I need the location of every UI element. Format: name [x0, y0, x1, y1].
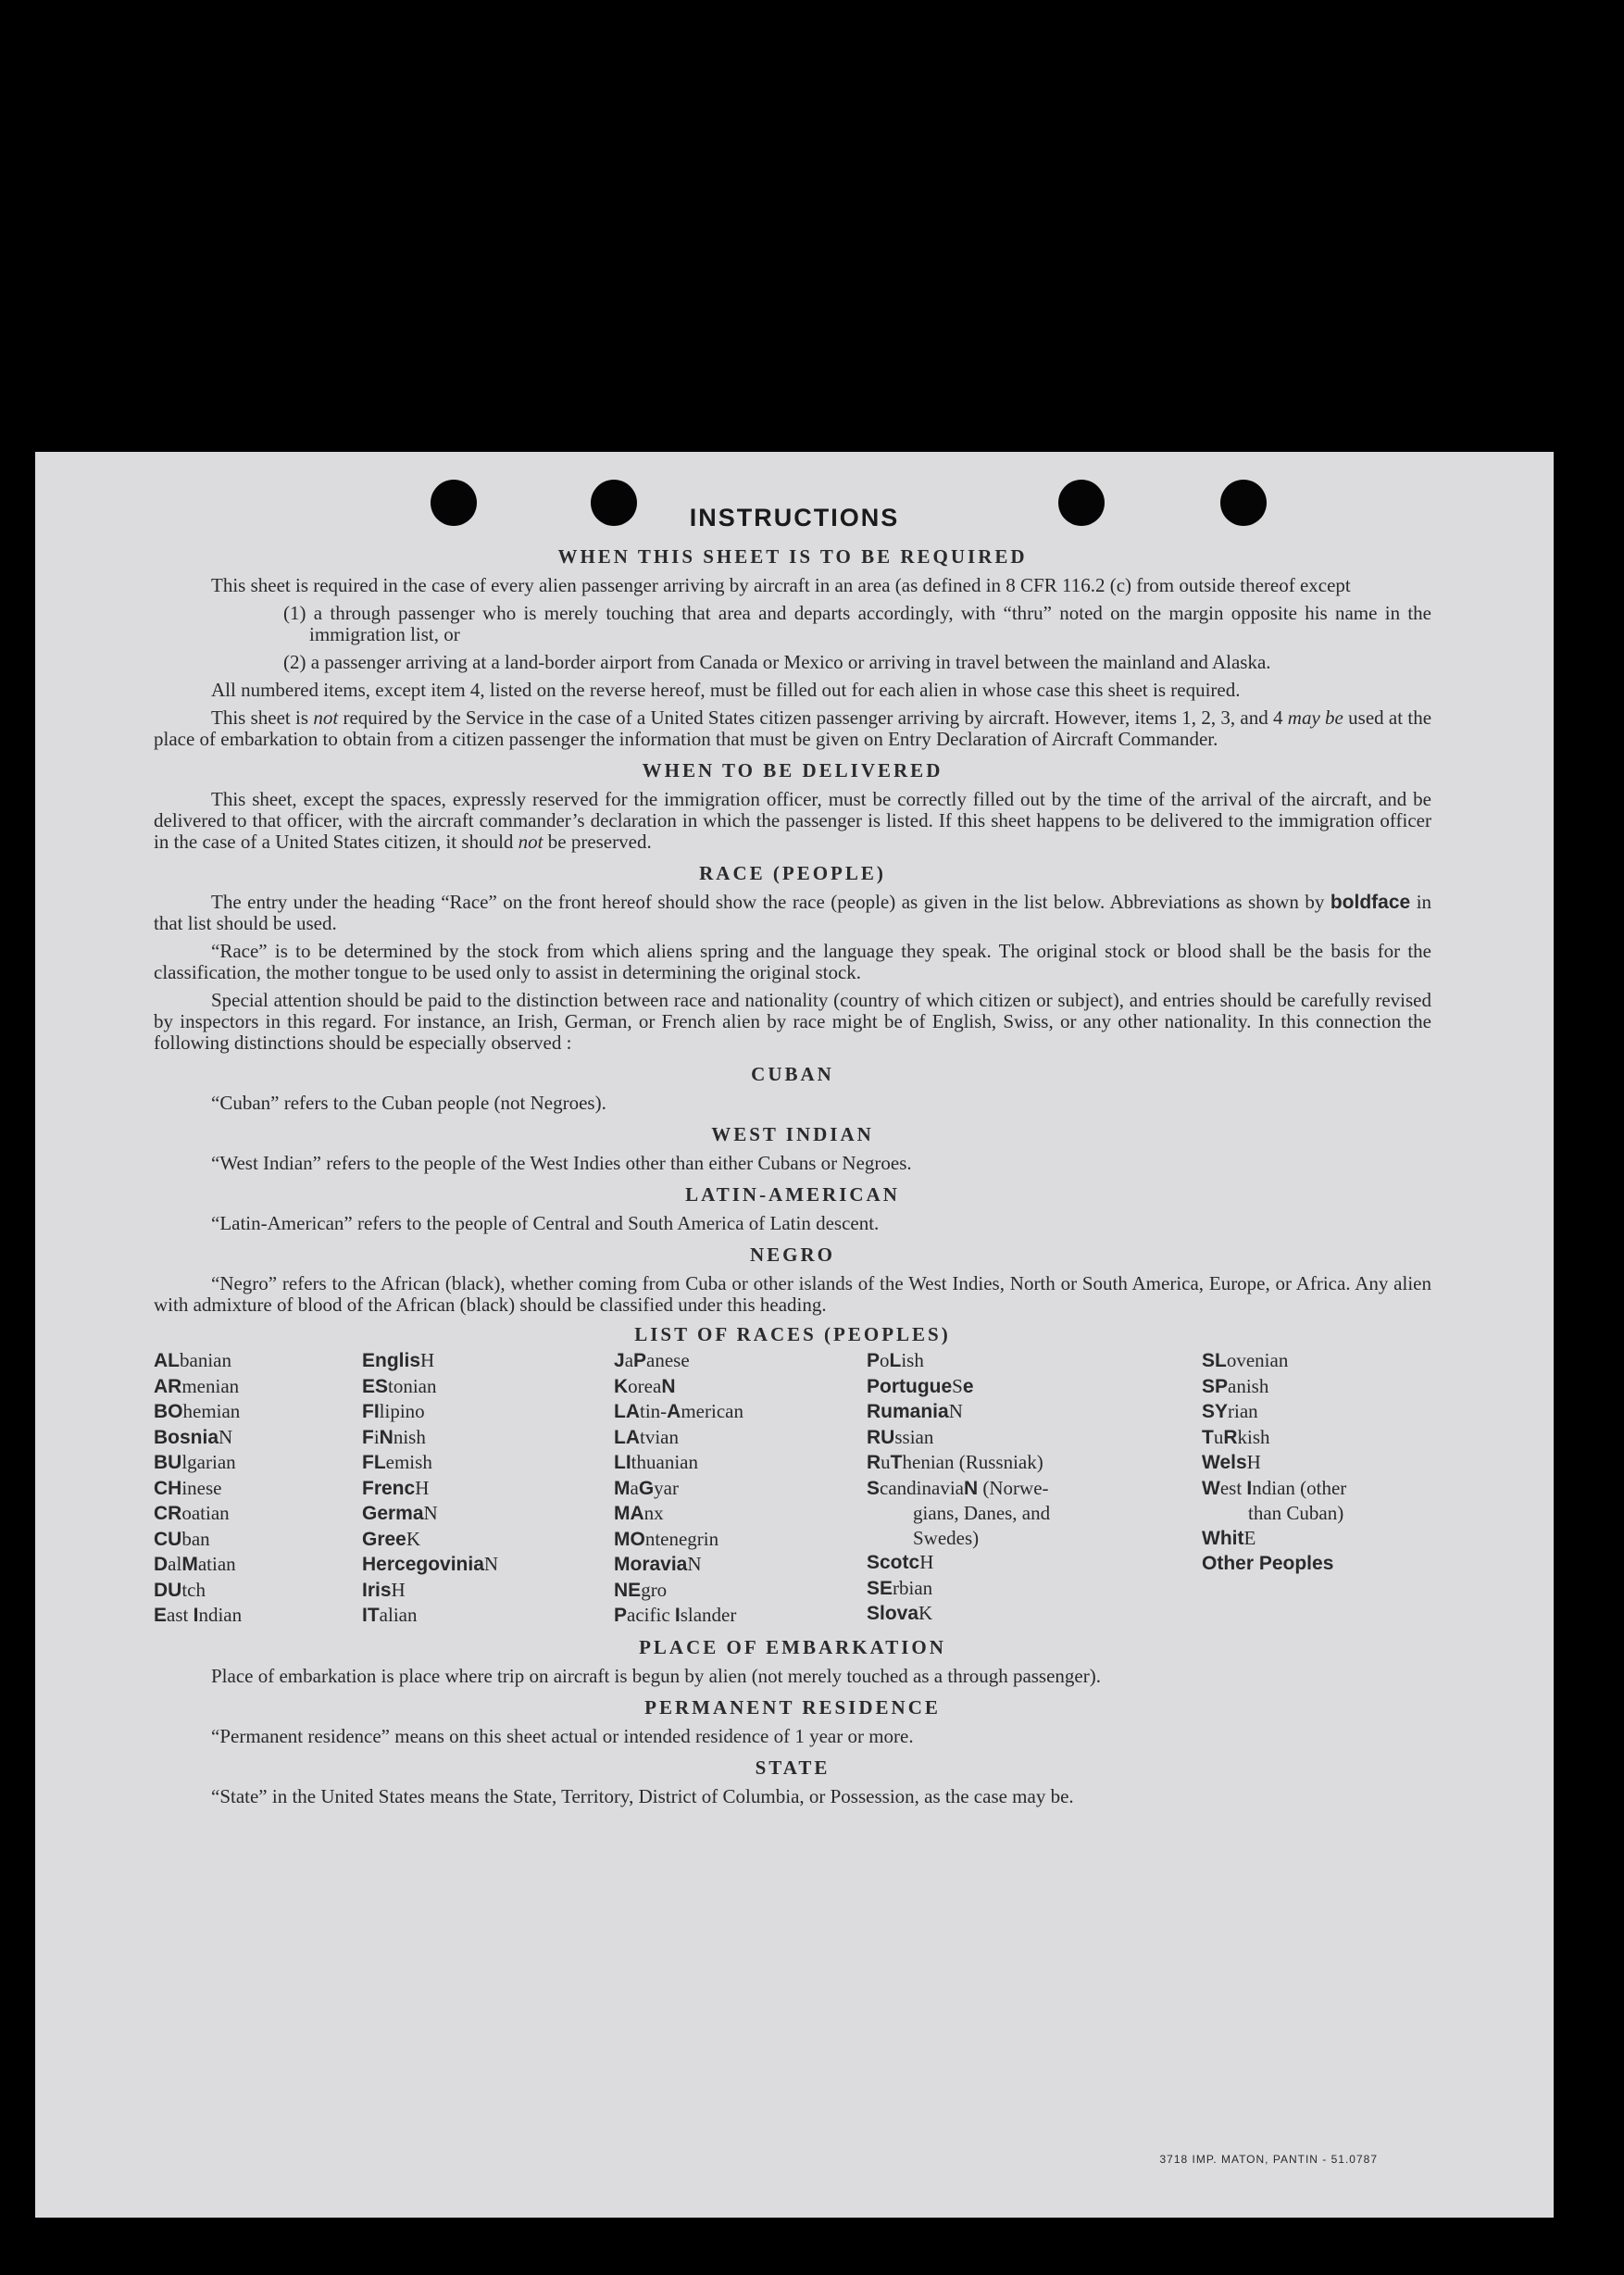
race-entry: BUlgarian: [154, 1451, 236, 1473]
race-entry: MaGyar: [614, 1476, 679, 1499]
race-entry: ITalian: [362, 1604, 418, 1626]
heading-negro: NEGRO: [749, 1244, 835, 1266]
heading-race: RACE (PEOPLE): [699, 862, 886, 884]
races-column-4: [867, 1348, 1202, 1629]
races-list: [154, 1348, 1431, 1629]
race-entry: Pacific Islander: [614, 1604, 737, 1626]
race-paragraph-1: The entry under the heading “Race” on the front hereof should show the race (people) as given in the list below. Abbreviations as shown by boldface in that list should be used.: [154, 891, 1432, 934]
printer-imprint: 3718 IMP. MATON, PANTIN - 51.0787: [1159, 2153, 1378, 2166]
race-entry: RuThenian (Russniak): [867, 1451, 1043, 1473]
race-paragraph-2: “Race” is to be determined by the stock from which aliens spring and the language they speak. The original stock or blood shall be the basis for the classification, the mother tongue to be used only to assist in determining the original stock.: [154, 940, 1431, 983]
race-entry: SlovaK: [867, 1602, 933, 1624]
race-entry: ScandinaviaN (Norwe-: [867, 1476, 1049, 1499]
race-paragraph-3: Special attention should be paid to the distinction between race and nationality (country of which citizen or subject), and entries should be carefully revised by inspectors in this regard. For instance, an Irish, German, or French alien by race might be of English, Swiss, or any other nationality. In this connection the following distinctions should be especially observed :: [154, 989, 1431, 1054]
race-entry: CHinese: [154, 1476, 222, 1499]
citizen-paragraph: This sheet is not required by the Service in the case of a United States citizen passenger arriving by aircraft. However, items 1, 2, 3, and 4 may be used at the place of embarkation to obtain from a citizen passenger the information that must be given on Entry Declaration of Aircraft Commander.: [154, 706, 1432, 750]
heading-latin-american: LATIN-AMERICAN: [685, 1183, 900, 1206]
heading-required: WHEN THIS SHEET IS TO BE REQUIRED: [557, 545, 1028, 568]
heading-cuban: CUBAN: [751, 1063, 834, 1085]
race-entry: East Indian: [154, 1604, 243, 1626]
race-entry: FiNnish: [362, 1425, 426, 1448]
state-text: “State” in the United States means the State, Territory, District of Columbia, or Possession, as the case may be.: [211, 1784, 1074, 1807]
negro-text: “Negro” refers to the African (black), whether coming from Cuba or other islands of the West Indies, North or South America, Europe, or Africa. Any alien with admixture of blood of the African (black) should be classified under this heading.: [154, 1272, 1431, 1316]
race-entry: LIthuanian: [614, 1451, 698, 1473]
residence-text: “Permanent residence” means on this sheet actual or intended residence of 1 year or more.: [211, 1724, 914, 1747]
race-entry: FLemish: [362, 1451, 432, 1473]
delivered-text: This sheet, except the spaces, expressly reserved for the immigration officer, must be correctly filled out by the time of the arrival of the aircraft, and be delivered to that officer, with the aircraft commander’s declaration in which the passenger is listed. If this sheet happens to be delivered to the immigration officer in the case of a United States citizen, it should not be preserved.: [154, 788, 1431, 853]
heading-list-of-races: LIST OF RACES (PEOPLES): [634, 1323, 951, 1345]
race-entry: ALbanian: [154, 1349, 231, 1371]
race-entry: GreeK: [362, 1527, 421, 1550]
race-entry: PoLish: [867, 1349, 924, 1371]
heading-embarkation: PLACE OF EMBARKATION: [639, 1635, 946, 1658]
race-entry: EStonian: [362, 1374, 437, 1397]
race-entry: KoreaN: [614, 1374, 676, 1397]
heading-delivered: WHEN TO BE DELIVERED: [642, 759, 943, 781]
race-entry: EnglisH: [362, 1349, 435, 1371]
race-entry: GermaN: [362, 1502, 438, 1524]
document-body: [154, 544, 1431, 1807]
race-entry: CRoatian: [154, 1502, 230, 1524]
cuban-text: “Cuban” refers to the Cuban people (not Negroes).: [211, 1092, 606, 1114]
race-entry: FrencH: [362, 1476, 430, 1499]
race-entry: gians, Danes, and: [913, 1502, 1051, 1524]
race-entry: JaPanese: [614, 1349, 690, 1371]
race-entry: LAtvian: [614, 1425, 679, 1448]
race-entry: SPanish: [1202, 1374, 1269, 1397]
race-entry: RumaniaN: [867, 1400, 963, 1422]
races-column-2: [362, 1348, 614, 1629]
race-entry: NEgro: [614, 1578, 668, 1601]
numbered-items-text: All numbered items, except item 4, listed on the reverse hereof, must be filled out for each alien in whose case this sheet is required.: [211, 679, 1241, 701]
race-entry: Other Peoples: [1202, 1553, 1334, 1574]
race-entry: SErbian: [867, 1576, 933, 1599]
race-entry: WelsH: [1202, 1451, 1261, 1473]
race-entry: MAnx: [614, 1502, 664, 1524]
race-entry: than Cuban): [1248, 1502, 1344, 1524]
race-entry: WhitE: [1202, 1526, 1256, 1549]
race-entry: BosniaN: [154, 1425, 233, 1448]
race-entry: MoraviaN: [614, 1553, 702, 1575]
race-entry: CUban: [154, 1527, 210, 1550]
races-column-3: [614, 1348, 867, 1629]
document-title: INSTRUCTIONS: [689, 504, 900, 531]
race-entry: PortugueSe: [867, 1374, 974, 1397]
races-column-1: [154, 1348, 362, 1629]
race-entry: FIlipino: [362, 1400, 425, 1422]
race-entry: HercegoviniaN: [362, 1553, 499, 1575]
heading-permanent-residence: PERMANENT RESIDENCE: [644, 1695, 941, 1719]
race-entry: IrisH: [362, 1578, 406, 1601]
race-entry: LAtin-American: [614, 1400, 743, 1422]
required-intro: This sheet is required in the case of every alien passenger arriving by aircraft in an area (as defined in 8 CFR 116.2 (c) from outside thereof except: [211, 574, 1351, 596]
race-entry: ARmenian: [154, 1374, 240, 1397]
latin-american-text: “Latin-American” refers to the people of Central and South America of Latin descent.: [211, 1212, 880, 1234]
west-indian-text: “West Indian” refers to the people of the West Indies other than either Cubans or Negroes.: [211, 1152, 912, 1174]
race-entry: Swedes): [913, 1526, 980, 1549]
heading-state: STATE: [755, 1756, 831, 1779]
race-entry: West Indian (other: [1202, 1476, 1347, 1499]
race-entry: TuRkish: [1202, 1425, 1270, 1448]
exception-item-1: (1) a through passenger who is merely touching that area and departs accordingly, with “thru” noted on the margin opposite his name in the immigration list, or: [283, 602, 1431, 645]
race-entry: MOntenegrin: [614, 1527, 719, 1550]
embarkation-text: Place of embarkation is place where trip on aircraft is begun by alien (not merely touched as a through passenger).: [211, 1664, 1101, 1687]
race-entry: DUtch: [154, 1578, 206, 1601]
race-entry: RUssian: [867, 1425, 934, 1448]
race-entry: ScotcH: [867, 1551, 934, 1573]
document-sheet: [35, 452, 1554, 2218]
exception-item-2: (2) a passenger arriving at a land-border airport from Canada or Mexico or arriving in travel between the mainland and Alaska.: [283, 651, 1271, 673]
race-entry: BOhemian: [154, 1400, 241, 1422]
races-column-5: [1202, 1348, 1431, 1629]
race-entry: SYrian: [1202, 1400, 1258, 1422]
heading-west-indian: WEST INDIAN: [711, 1123, 874, 1145]
race-entry: DalMatian: [154, 1553, 236, 1575]
race-entry: SLovenian: [1202, 1349, 1289, 1371]
